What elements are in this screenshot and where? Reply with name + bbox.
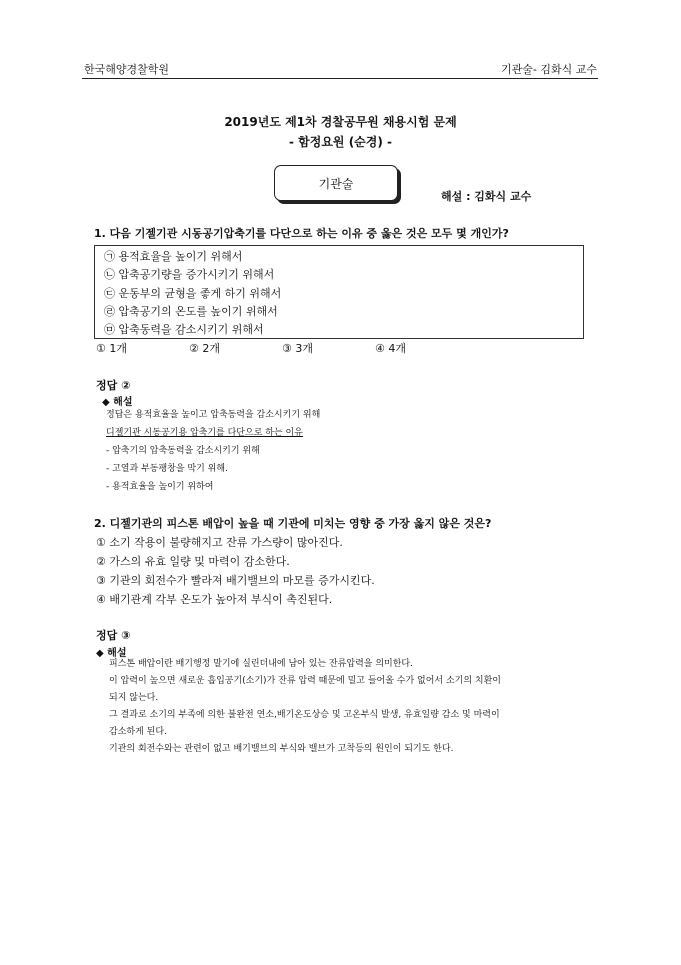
q2-explain-line: 감소하게 된다. (109, 727, 167, 737)
subject-box (274, 165, 398, 201)
subject-label: 기관술 (318, 176, 354, 191)
q2-explain-line: 이 압력이 높으면 새로운 흡입공기(소기)가 잔류 압력 때문에 밀고 들어올 수가 없어서 소기의 치환이 (109, 676, 501, 686)
q2-choice: ③ 기관의 회전수가 빨라져 배기밸브의 마모를 증가시킨다. (96, 574, 375, 587)
q2-explain-line: 피스톤 배압이란 배기행정 말기에 실린더내에 남아 있는 잔류압력을 의미한다. (109, 659, 413, 669)
q2-explain-line: 그 결과로 소기의 부족에 의한 불완전 연소,배기온도상승 및 고온부식 발생, 유효일량 감소 및 마력이 (109, 710, 500, 720)
q2-answer: 정답 ③ (96, 629, 131, 642)
q1-choice: ③ 3개 (282, 342, 313, 355)
q1-item: ㉡ 압축공기량을 증가시키기 위해서 (104, 268, 275, 281)
q2-choice: ④ 배기관계 각부 온도가 높아져 부식이 촉진된다. (96, 593, 333, 606)
q1-explain-title: ◆ 해설 (102, 397, 133, 408)
question-2: 2. 디젤기관의 피스톤 배압이 높을 때 기관에 미치는 영향 중 가장 옳지 않은 것은? (94, 517, 492, 530)
page-title: 2019년도 제1차 경찰공무원 채용시험 문제 (224, 115, 457, 129)
q1-explain-line: - 압축기의 압축동력을 감소시키기 위해 (106, 446, 260, 456)
header-lecturer: 기관술- 김화식 교수 (501, 63, 597, 76)
q1-item: ㉣ 압축공기의 온도를 높이기 위해서 (104, 305, 278, 318)
q1-explain-line: - 용적효율을 높이기 위하여 (106, 482, 214, 492)
q1-item: ㉤ 압축동력을 감소시키기 위해서 (104, 323, 264, 336)
q1-item: ㉢ 운동부의 균형을 좋게 하기 위해서 (104, 287, 282, 300)
q1-answer: 정답 ② (96, 379, 131, 392)
q2-choice: ② 가스의 유효 일량 및 마력이 감소한다. (96, 555, 290, 568)
lecturer-label: 해설 : 김화식 교수 (441, 190, 532, 203)
q2-explain-line: 기관의 회전수와는 관련이 없고 배기밸브의 부식와 밸브가 고착등의 원인이 되기도 한다. (109, 744, 454, 754)
q2-explain-title: ◆ 해설 (96, 648, 127, 659)
q1-item: ㉠ 용적효율을 높이기 위해서 (104, 250, 243, 263)
q2-choice: ① 소기 작용이 불량해지고 잔류 가스량이 많아진다. (96, 536, 343, 549)
q1-explain-line: 디젤기관 시동공기용 압축기를 다단으로 하는 이유 (106, 428, 303, 438)
q1-explain-line: 정답은 용적효율을 높이고 압축동력을 감소시키기 위해 (106, 410, 321, 420)
page-subtitle: - 함정요원 (순경) - (288, 135, 392, 149)
header-school: 한국해양경찰학원 (84, 63, 170, 76)
header-divider (82, 78, 598, 79)
q1-choice: ① 1개 (96, 342, 127, 355)
q1-choice: ④ 4개 (375, 342, 406, 355)
q1-choice: ② 2개 (189, 342, 220, 355)
q1-explain-line: - 고열과 부동팽창을 막기 위해. (106, 464, 228, 474)
q2-explain-line: 되지 않는다. (109, 693, 159, 703)
question-1: 1. 다음 기젤기관 시동공기압축기를 다단으로 하는 이유 중 옳은 것은 모두 몇 개인가? (94, 227, 509, 240)
